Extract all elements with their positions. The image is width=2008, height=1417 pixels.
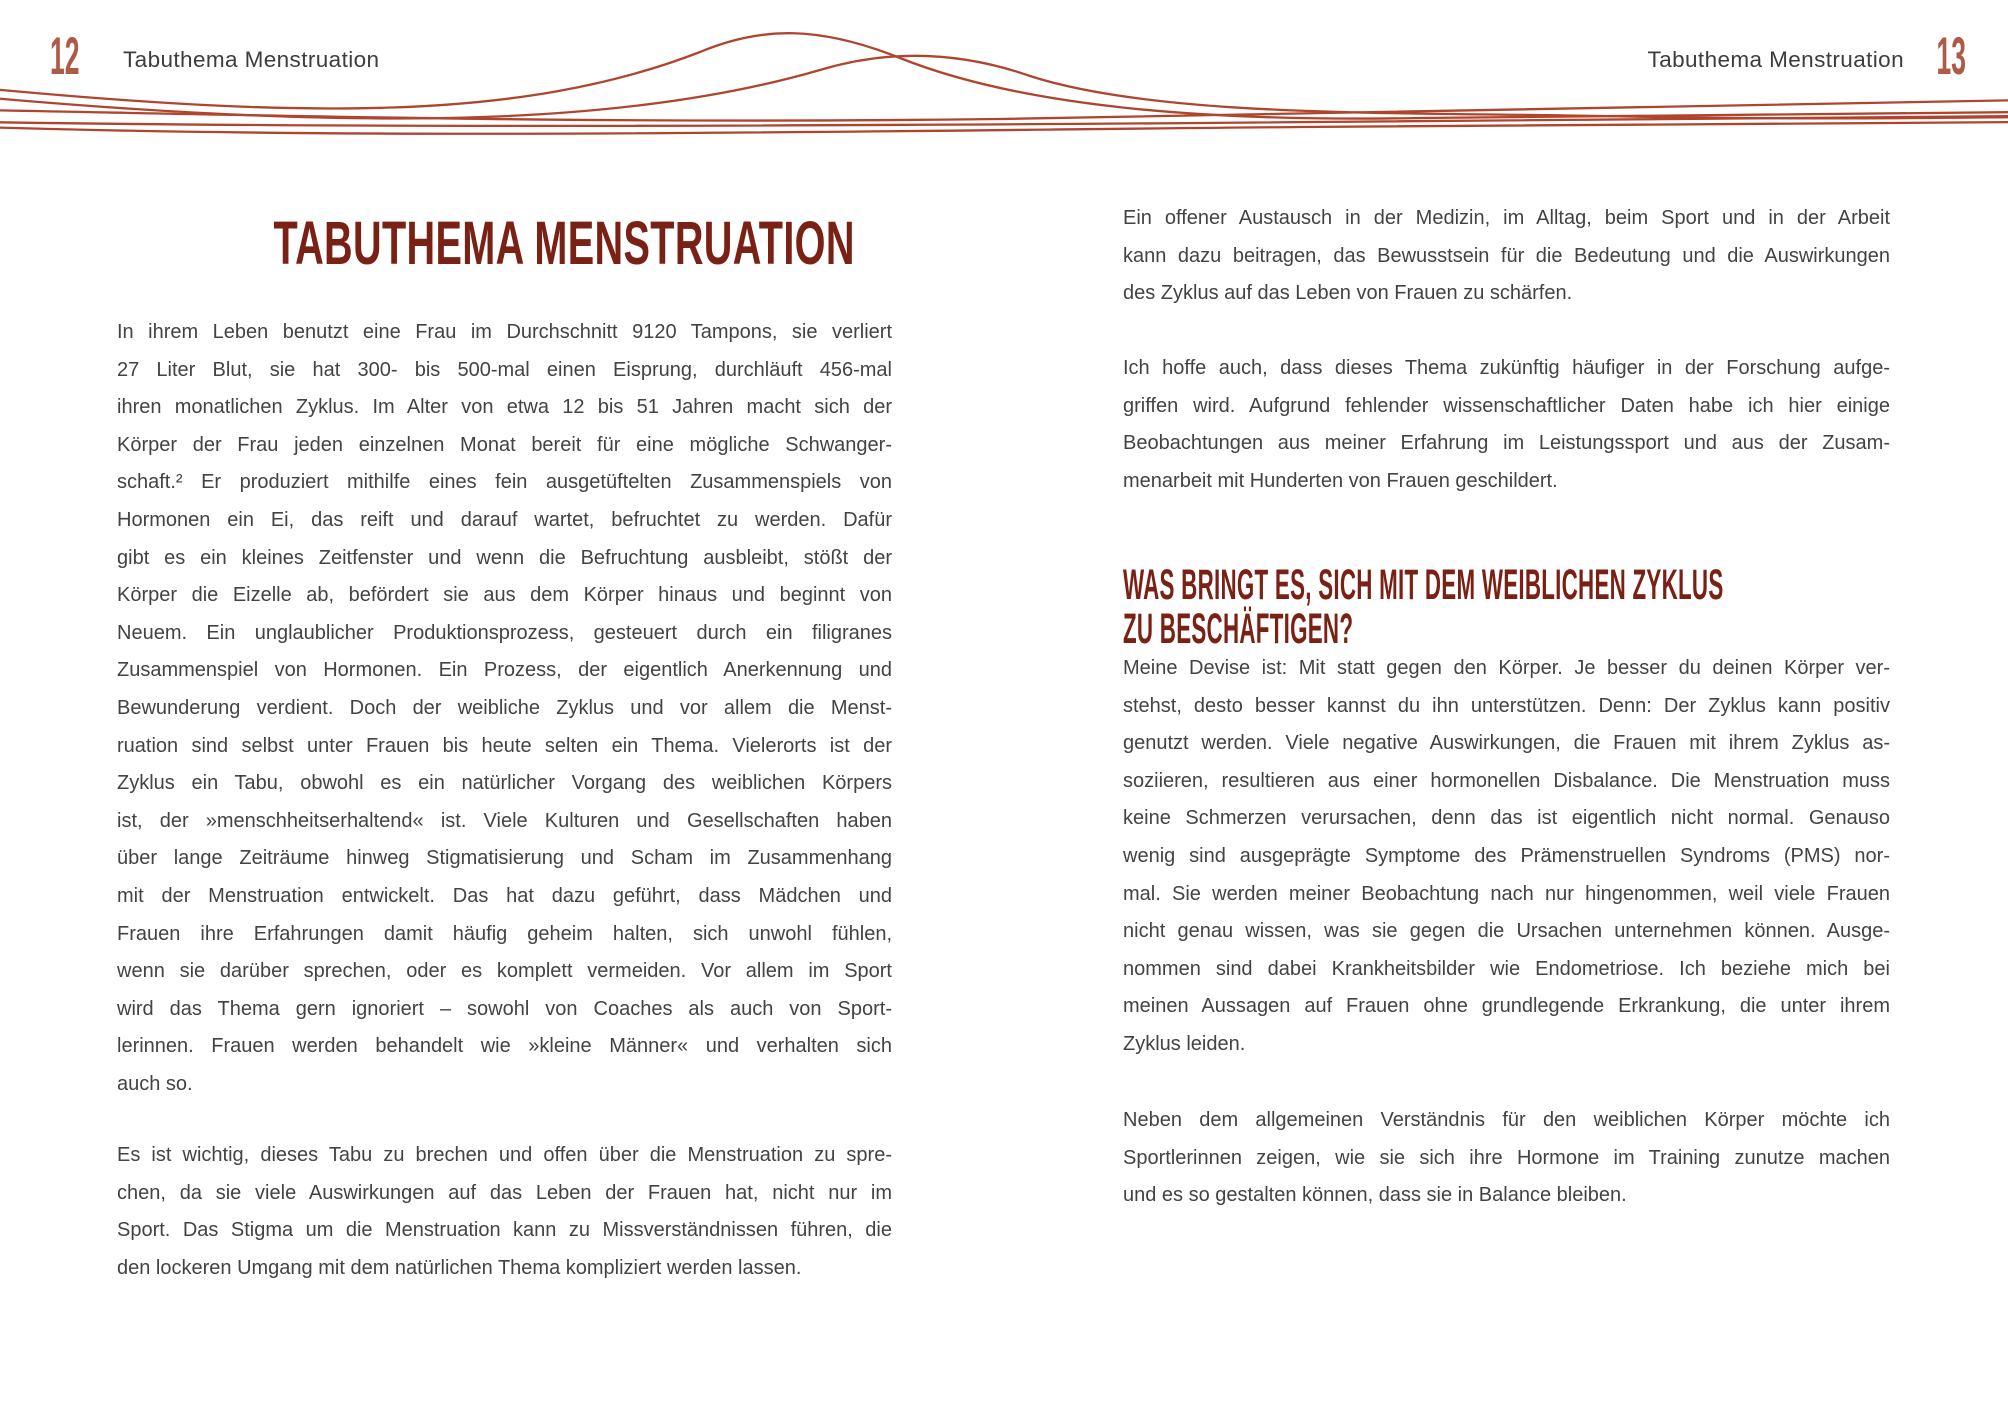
text-line: wenn sie darüber sprechen, oder es komplett vermeiden. Vor allem im Sport — [117, 960, 892, 983]
running-head-left: Tabuthema Menstruation — [123, 47, 380, 72]
text-line: wird das Thema gern ignoriert – sowohl von Coaches als auch von Sport- — [117, 997, 892, 1020]
right-page-paragraph-4 — [1123, 1102, 1890, 1215]
text-line: genutzt werden. Viele negative Auswirkungen, die Frauen mit ihrem Zyklus as- — [1123, 732, 1890, 755]
text-line: 27 Liter Blut, sie hat 300- bis 500-mal einen Eisprung, durchläuft 456-mal — [117, 358, 892, 381]
text-line: Ein offener Austausch in der Medizin, im Alltag, beim Sport und in der Arbeit — [1123, 207, 1890, 229]
text-line: den lockeren Umgang mit dem natürlichen Thema kompliziert werden lassen. — [117, 1256, 802, 1279]
text-line: soziieren, resultieren aus einer hormonellen Disbalance. Die Menstruation muss — [1123, 769, 1890, 792]
text-line: kann dazu beitragen, das Bewusstsein für die Bedeutung und die Auswirkungen — [1123, 244, 1890, 267]
text-line: meinen Aussagen auf Frauen ohne grundlegende Erkrankung, die unter ihrem — [1123, 995, 1890, 1018]
text-line: über lange Zeiträume hinweg Stigmatisierung und Scham im Zusammenhang — [117, 847, 892, 870]
text-line: nicht genau wissen, was sie gegen die Ursachen unternehmen können. Ausge- — [1123, 920, 1890, 943]
text-line: Zyklus ein Tabu, obwohl es ein natürlicher Vorgang des weiblichen Körpers — [117, 772, 892, 795]
section-subheading — [1123, 563, 1890, 651]
wave-decoration — [0, 0, 2008, 170]
text-line: Es ist wichtig, dieses Tabu zu brechen und offen über die Menstruation zu spre- — [117, 1144, 892, 1166]
text-line: Beobachtungen aus meiner Erfahrung im Leistungssport und aus der Zusam- — [1123, 432, 1890, 455]
text-line: mit der Menstruation entwickelt. Das hat dazu geführt, dass Mädchen und — [117, 884, 892, 907]
page-number-right-value: 13 — [1936, 27, 1966, 86]
right-page-paragraph-2 — [1123, 350, 1890, 500]
text-line: wenig sind ausgeprägte Symptome des Prämenstruellen Syndroms (PMS) nor- — [1123, 844, 1890, 867]
page-number-left-value: 12 — [50, 27, 80, 86]
text-line: Zusammenspiel von Hormonen. Ein Prozess, der eigentlich Anerkennung und — [117, 659, 892, 682]
text-line: Zyklus leiden. — [1123, 1032, 1246, 1055]
left-page-paragraph-2 — [117, 1137, 892, 1287]
text-line: schaft.² Er produziert mithilfe eines fein ausgetüftelten Zusammenspiels von — [117, 471, 892, 494]
text-line: und es so gestalten können, dass sie in Balance bleiben. — [1123, 1184, 1627, 1207]
text-line: Körper der Frau jeden einzelnen Monat bereit für eine mögliche Schwanger- — [117, 433, 892, 456]
text-line: ruation sind selbst unter Frauen bis heute selten ein Thema. Vielerorts ist der — [117, 734, 892, 757]
text-line: menarbeit mit Hunderten von Frauen geschildert. — [1123, 469, 1558, 492]
text-line: Sportlerinnen zeigen, wie sie sich ihre Hormone im Training zunutze machen — [1123, 1146, 1890, 1169]
text-line: des Zyklus auf das Leben von Frauen zu schärfen. — [1123, 282, 1573, 305]
text-line: lerinnen. Frauen werden behandelt wie »kleine Männer« und verhalten sich — [117, 1035, 892, 1058]
text-line: ist, der »menschheitserhaltend« ist. Viele Kulturen und Gesellschaften haben — [117, 809, 892, 832]
text-line: Körper die Eizelle ab, befördert sie aus dem Körper hinaus und beginnt von — [117, 584, 892, 607]
text-line: Hormonen ein Ei, das reift und darauf wartet, befruchtet zu werden. Dafür — [117, 508, 892, 531]
text-line: ihren monatlichen Zyklus. Im Alter von etwa 12 bis 51 Jahren macht sich der — [117, 396, 892, 419]
text-line: Meine Devise ist: Mit statt gegen den Körper. Je besser du deinen Körper ver- — [1123, 657, 1890, 679]
running-head-right: Tabuthema Menstruation — [1647, 47, 1904, 72]
text-line: nommen sind dabei Krankheitsbilder wie Endometriose. Ich beziehe mich bei — [1123, 957, 1890, 980]
text-line: stehst, desto besser kannst du ihn unterstützen. Denn: Der Zyklus kann positiv — [1123, 694, 1890, 717]
text-line: Ich hoffe auch, dass dieses Thema zukünftig häufiger in der Forschung aufge- — [1123, 357, 1890, 379]
page-number-left — [50, 27, 109, 86]
text-line: auch so. — [117, 1072, 193, 1095]
page-number-right — [1907, 27, 1966, 86]
right-page-paragraph-1 — [1123, 200, 1890, 313]
text-line: Bewunderung verdient. Doch der weibliche Zyklus und vor allem die Menst- — [117, 696, 892, 719]
chapter-title-text: TABUTHEMA MENSTRUATION — [273, 209, 855, 277]
text-line: Neben dem allgemeinen Verständnis für den weiblichen Körper möchte ich — [1123, 1109, 1890, 1131]
text-line: chen, da sie viele Auswirkungen auf das Leben der Frauen hat, nicht nur im — [117, 1181, 892, 1204]
left-page-paragraph-1 — [117, 314, 892, 1103]
text-line: mal. Sie werden meiner Beobachtung nach nur hingenommen, weil viele Frauen — [1123, 882, 1890, 905]
text-line: Sport. Das Stigma um die Menstruation kann zu Missverständnissen führen, die — [117, 1219, 892, 1242]
text-line: WAS BRINGT ES, SICH MIT DEM WEIBLICHEN ZYKLUS — [1123, 561, 1724, 609]
text-line: gibt es ein kleines Zeitfenster und wenn die Befruchtung ausbleibt, stößt der — [117, 546, 892, 569]
right-page-paragraph-3 — [1123, 650, 1890, 1064]
text-line: keine Schmerzen verursachen, denn das ist eigentlich nicht normal. Genauso — [1123, 807, 1890, 830]
chapter-title — [117, 210, 892, 276]
text-line: Frauen ihre Erfahrungen damit häufig geheim halten, sich unwohl fühlen, — [117, 922, 892, 945]
text-line: griffen wird. Aufgrund fehlender wissenschaftlicher Daten habe ich hier einige — [1123, 394, 1890, 417]
text-line: Neuem. Ein unglaublicher Produktionsprozess, gesteuert durch ein filigranes — [117, 621, 892, 644]
text-line: ZU BESCHÄFTIGEN? — [1123, 605, 1354, 653]
text-line: In ihrem Leben benutzt eine Frau im Durchschnitt 9120 Tampons, sie verliert — [117, 321, 892, 343]
